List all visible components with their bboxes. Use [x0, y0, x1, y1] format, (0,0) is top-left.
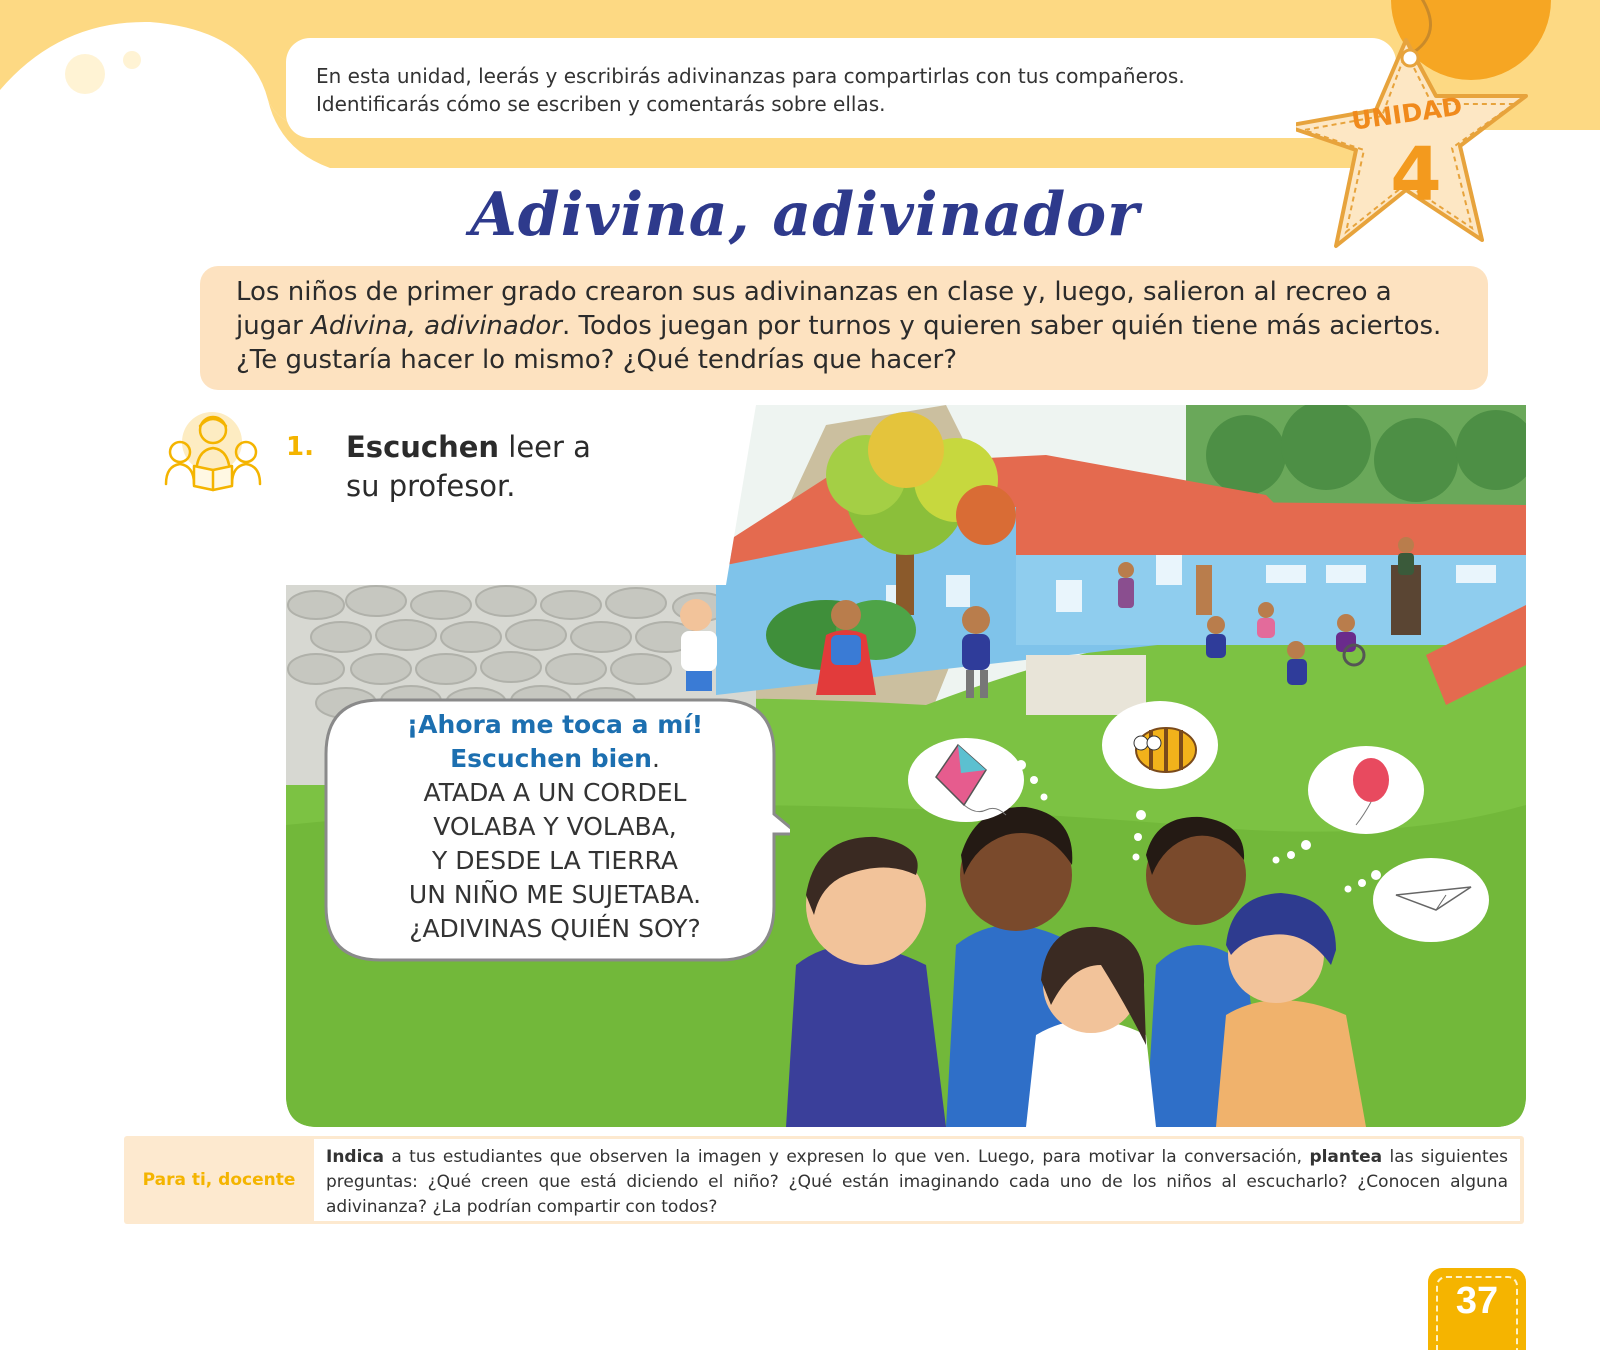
decor-bubble — [65, 54, 105, 94]
speech-bubble — [320, 694, 790, 966]
teacher-note — [124, 1136, 1524, 1224]
situation-box — [200, 266, 1488, 390]
activity-number: 1. — [286, 432, 314, 462]
speech-line-5: Y DESDE LA TIERRA — [432, 846, 678, 875]
activity-text-part: su profesor. — [346, 469, 516, 503]
badge-number: 4 — [1390, 132, 1442, 218]
decor-bubble-small — [123, 51, 141, 69]
teacher-note-body — [314, 1139, 1520, 1221]
intro-line-2: Identificarás cómo se escriben y comentarás sobre ellas. — [316, 92, 886, 116]
situation-line-1: Los niños de primer grado crearon sus adivinanzas en clase y, luego, salieron al recreo a — [236, 277, 1392, 307]
teacher-text: a tus estudiantes que observen la imagen y expresen lo que ven. Luego, para motivar la conversación, — [383, 1147, 1310, 1167]
speech-line-6: UN NIÑO ME SUJETABA. — [408, 880, 702, 909]
speech-line-2 — [320, 742, 790, 776]
teacher-verb: Indica — [326, 1147, 384, 1167]
activity-verb: Escuchen — [346, 430, 500, 464]
speech-line-7: ¿ADIVINAS QUIÉN SOY? — [409, 914, 701, 943]
page-number: 37 — [1455, 1280, 1499, 1322]
page-title: Adivina, adivinador — [470, 180, 1140, 250]
page-number-tab — [1428, 1268, 1526, 1350]
intro-box — [286, 38, 1396, 138]
riddle-text — [320, 708, 790, 946]
speech-line-4: VOLABA Y VOLABA, — [433, 812, 677, 841]
teacher-text: las siguientes preguntas: ¿Qué creen que está diciendo el niño? ¿Qué están imaginando cada uno de los niños al escucharlo? ¿Conocen alguna adivinanza? ¿La podrían compartir con todos? — [326, 1147, 1508, 1217]
situation-text: jugar — [236, 311, 312, 341]
star-badge-icon — [1296, 0, 1566, 260]
situation-text: . Todos juegan por turnos y quieren saber quién tiene más aciertos. — [561, 311, 1442, 341]
speech-emphasis: Escuchen bien — [450, 744, 652, 773]
speech-punctuation: . — [651, 744, 660, 773]
badge-label: UNIDAD — [1349, 91, 1464, 136]
game-name: Adivina, adivinador — [311, 311, 562, 341]
teacher-note-label: Para ti, docente — [142, 1170, 296, 1190]
reading-group-icon — [160, 410, 266, 492]
intro-line-1: En esta unidad, leerás y escribirás adivinanzas para compartirlas con tus compañeros. — [316, 64, 1185, 88]
teacher-verb: plantea — [1309, 1147, 1383, 1167]
activity-text-part: leer a — [499, 430, 591, 464]
situation-line-2 — [236, 309, 1452, 343]
speech-line-1: ¡Ahora me toca a mí! — [406, 710, 704, 739]
unit-badge — [1296, 0, 1566, 260]
bee-icon — [1134, 728, 1196, 772]
situation-line-3: ¿Te gustaría hacer lo mismo? ¿Qué tendrías que hacer? — [236, 345, 958, 375]
speech-line-3: ATADA A UN CORDEL — [423, 778, 687, 807]
